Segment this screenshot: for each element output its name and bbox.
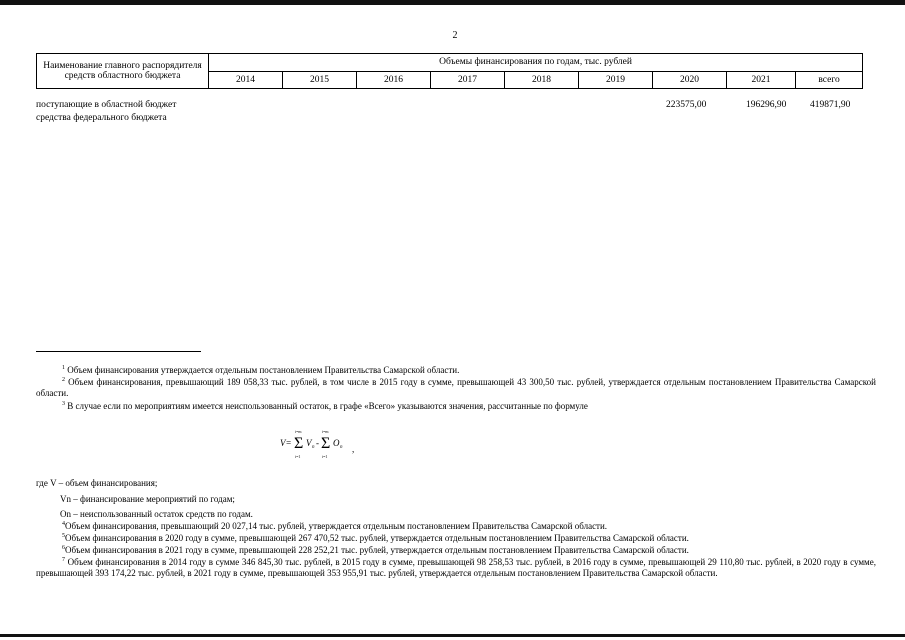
svg-text:n: n — [340, 445, 343, 450]
year-header: 2021 — [727, 71, 796, 89]
svg-text:,: , — [352, 444, 355, 454]
svg-text:-: - — [316, 438, 319, 448]
value-2021: 196296,90 — [746, 100, 787, 110]
year-header: 2018 — [505, 71, 579, 89]
where-v: где V – объем финансирования; — [36, 478, 158, 488]
where-on: On – неиспользованный остаток средств по годам. — [60, 509, 253, 519]
column-header-name: Наименование главного распорядителя средств областного бюджета — [37, 54, 209, 89]
total-header: всего — [796, 71, 863, 89]
footnote-6: $^6$Объем финансирования в 2021 году в сумме, превышающей 228 252,21 тыс. рублей, утверждается отдельным постановлением Правительства Самарской области. — [62, 545, 689, 555]
financing-table — [36, 53, 863, 89]
svg-text:O: O — [333, 438, 340, 448]
value-total: 419871,90 — [810, 100, 851, 110]
year-header: 2015 — [283, 71, 357, 89]
footnote-3: $^3$ В случае если по мероприятиям имеется неиспользованный остаток, в графе «Всего» указываются значения, рассчитанные по формуле — [62, 401, 588, 411]
row-label: поступающие в областной бюджет — [36, 100, 177, 110]
top-rule — [0, 0, 905, 5]
year-header: 2020 — [653, 71, 727, 89]
footnote-5: $^5$Объем финансирования в 2020 году в сумме, превышающей 267 470,52 тыс. рублей, утверждается отдельным постановлением Правительства Самарской области. — [62, 533, 689, 543]
footnote-7: $^7$ Объем финансирования в 2014 году в сумме 346 845,30 тыс. рублей, в 2015 году в сумме, превышающей 98 258,53 тыс. рублей, в 2016 году в сумме, превышающей 29 110,80 тыс. рублей, в 2020 году в сумме, превышающей 393 174,22 тыс. рублей, в 2021 году в сумме, превышающей 353 955,91 тыс. рублей, утверждается отдельным постановлением Правительства Самарской области. — [36, 557, 876, 578]
year-header: 2019 — [579, 71, 653, 89]
svg-text:V: V — [306, 438, 312, 448]
year-header: 2014 — [209, 71, 283, 89]
footnote-4: $^4$Объем финансирования, превышающий 20 027,14 тыс. рублей, утверждается отдельным постановлением Правительства Самарской области. — [62, 521, 608, 531]
svg-text:n: n — [312, 445, 315, 450]
row-label: средства федерального бюджета — [36, 113, 167, 123]
column-group-header: Объемы финансирования по годам, тыс. рублей — [209, 54, 863, 72]
svg-text:i=m: i=m — [295, 429, 302, 434]
svg-text:i=m: i=m — [322, 429, 329, 434]
footnote-separator — [36, 351, 201, 352]
page-number: 2 — [452, 30, 458, 41]
year-header: 2016 — [357, 71, 431, 89]
footnote-1: $^1$ Объем финансирования утверждается отдельным постановлением Правительства Самарской области. — [62, 365, 460, 375]
footnote-2: $^2$ Объем финансирования, превышающий 189 058,33 тыс. рублей, в том числе в 2015 году в сумме, превышающей 43 300,50 тыс. рублей, утверждается отдельным постановлением Правительства Самарской области. — [36, 377, 876, 398]
bottom-rule — [0, 634, 905, 637]
svg-text:i=1: i=1 — [295, 454, 301, 459]
where-vn: Vn – финансирование мероприятий по годам; — [60, 494, 235, 504]
value-2020: 223575,00 — [666, 100, 707, 110]
svg-text:Σ: Σ — [321, 435, 331, 452]
svg-text:V=: V= — [280, 438, 292, 448]
year-header: 2017 — [431, 71, 505, 89]
svg-text:i=1: i=1 — [322, 454, 328, 459]
formula-image — [280, 426, 370, 460]
svg-text:Σ: Σ — [294, 435, 304, 452]
